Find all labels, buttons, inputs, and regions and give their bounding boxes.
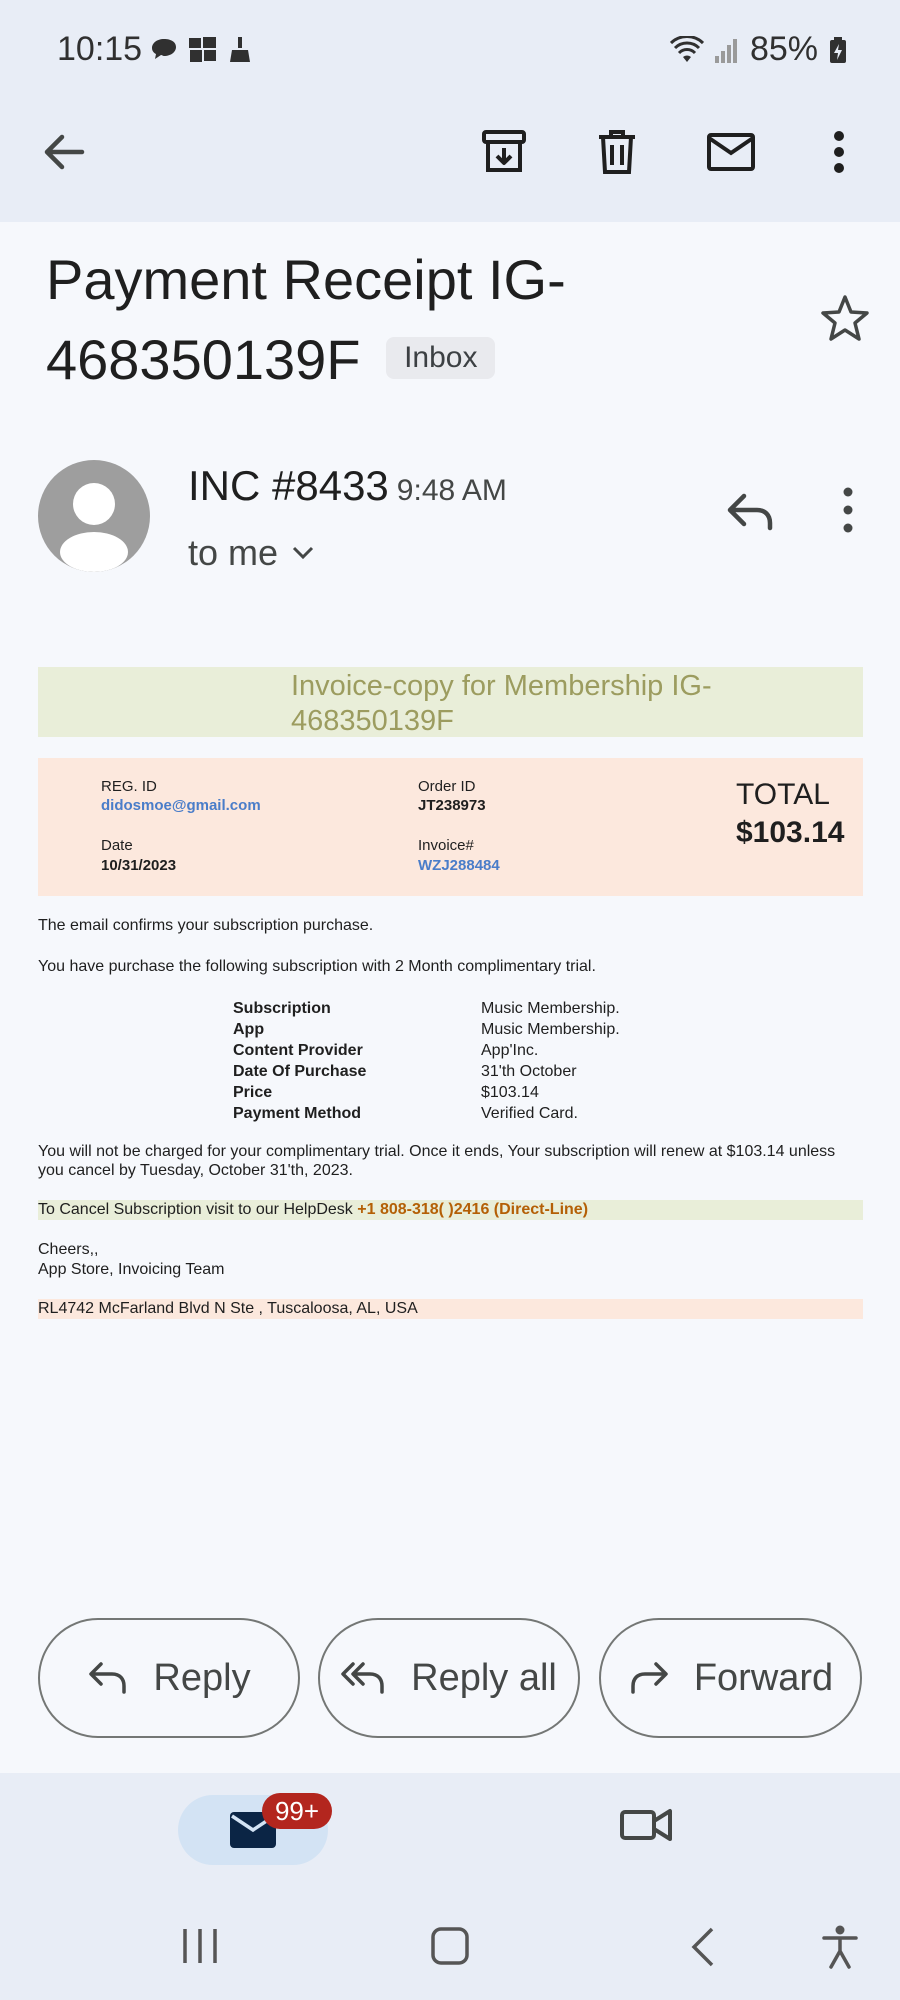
app-notification-icon <box>188 36 218 64</box>
back-button[interactable] <box>34 122 94 182</box>
nav-meet-tab[interactable] <box>620 1803 680 1859</box>
home-icon <box>430 1927 470 1965</box>
more-options-button[interactable] <box>809 122 869 182</box>
inbox-label-chip[interactable]: Inbox <box>386 337 495 379</box>
invoice-link[interactable]: WZJ288484 <box>418 857 500 874</box>
detail-value: Music Membership. <box>481 1021 620 1038</box>
detail-value: Music Membership. <box>481 1000 620 1017</box>
status-bar <box>0 0 900 100</box>
mail-icon <box>706 132 756 172</box>
more-vert-icon <box>833 130 845 174</box>
recipient-text: to me <box>188 532 279 573</box>
order-id-label: Order ID <box>418 778 476 795</box>
email-time: 9:48 AM <box>396 474 507 507</box>
archive-button[interactable] <box>474 122 534 182</box>
unread-count-badge: 99+ <box>262 1793 332 1829</box>
reply-label: Reply <box>153 1656 251 1699</box>
accessibility-button[interactable] <box>822 1925 858 1974</box>
recipient-toggle[interactable] <box>188 532 314 574</box>
chevron-left-icon <box>690 1927 716 1967</box>
bottom-navigation <box>0 1773 900 1891</box>
delete-button[interactable] <box>587 122 647 182</box>
reply-icon <box>722 482 778 538</box>
battery-percent: 85% <box>749 30 818 68</box>
archive-icon <box>481 129 527 175</box>
person-icon <box>38 460 150 572</box>
signoff-greeting: Cheers,, <box>38 1241 99 1258</box>
star-outline-icon <box>820 293 870 343</box>
detail-key: Date Of Purchase <box>233 1063 367 1080</box>
subject-text: Payment Receipt IG-468350139F <box>46 248 566 391</box>
chat-notification-icon <box>150 37 178 63</box>
invoice-banner <box>38 667 863 737</box>
detail-value: App'Inc. <box>481 1042 539 1059</box>
email-toolbar <box>0 100 900 222</box>
body-paragraph-1: The email confirms your subscription purchase. <box>38 917 374 934</box>
detail-value: 31'th October <box>481 1063 577 1080</box>
helpdesk-phone[interactable]: +1 808-318( )2416 (Direct-Line) <box>357 1201 589 1218</box>
date-value: 10/31/2023 <box>101 857 177 874</box>
reg-id-label: REG. ID <box>101 778 157 795</box>
sender-line <box>188 462 507 510</box>
body-paragraph-3: You will not be charged for your complimentary trial. Once it ends, Your subscription will renew at $103.14 unless you cancel by Tuesday, October 31'th, 2023. <box>38 1143 836 1179</box>
forward-icon <box>628 1660 670 1696</box>
forward-button[interactable] <box>599 1618 862 1738</box>
signoff-team: App Store, Invoicing Team <box>38 1261 225 1278</box>
sender-avatar[interactable] <box>38 460 150 572</box>
invoice-info-box <box>38 758 863 896</box>
body-paragraph-2: You have purchase the following subscription with 2 Month complimentary trial. <box>38 958 596 975</box>
wifi-icon <box>670 36 704 64</box>
header-reply-button[interactable] <box>722 482 778 538</box>
total-value: $103.14 <box>736 816 845 849</box>
arrow-back-icon <box>42 132 86 172</box>
status-system-icons <box>670 30 848 69</box>
cancel-notice <box>38 1200 863 1220</box>
sender-name: INC #8433 <box>188 462 389 509</box>
reply-all-button[interactable] <box>318 1618 580 1738</box>
detail-key: Price <box>233 1084 273 1101</box>
battery-charging-icon <box>828 36 848 64</box>
order-id-value: JT238973 <box>418 797 486 814</box>
status-time: 10:15 <box>57 30 143 68</box>
reply-actions <box>0 1618 900 1738</box>
more-vert-icon <box>830 482 866 538</box>
invoice-label: Invoice# <box>418 837 474 854</box>
cancel-text: To Cancel Subscription visit to our HelpDesk <box>38 1201 358 1218</box>
back-nav-button[interactable] <box>690 1927 716 1972</box>
signal-icon <box>714 36 740 64</box>
recent-apps-icon <box>180 1927 220 1965</box>
chevron-down-icon <box>292 546 314 560</box>
reply-button[interactable] <box>38 1618 300 1738</box>
trash-icon <box>597 129 637 175</box>
star-button[interactable] <box>820 293 870 343</box>
status-notification-icons <box>150 36 252 64</box>
email-subject <box>46 240 806 400</box>
signoff <box>38 1240 863 1280</box>
cleaner-notification-icon <box>228 36 252 64</box>
reg-id-link[interactable]: didosmoe@gmail.com <box>101 797 261 814</box>
detail-key: Payment Method <box>233 1105 362 1122</box>
detail-value: Verified Card. <box>481 1105 578 1122</box>
detail-value: $103.14 <box>481 1084 539 1101</box>
detail-key: Subscription <box>233 1000 331 1017</box>
recent-apps-button[interactable] <box>180 1927 220 1970</box>
system-navigation-bar <box>0 1891 900 2000</box>
date-label: Date <box>101 837 133 854</box>
reply-all-icon <box>341 1660 387 1696</box>
mark-unread-button[interactable] <box>701 122 761 182</box>
home-button[interactable] <box>430 1927 470 1970</box>
address-line: RL4742 McFarland Blvd N Ste , Tuscaloosa, AL, USA <box>38 1299 863 1319</box>
forward-label: Forward <box>693 1656 834 1699</box>
banner-text: Invoice-copy for Membership IG-468350139F <box>291 670 712 737</box>
detail-key: App <box>233 1021 265 1038</box>
accessibility-icon <box>822 1925 858 1969</box>
total-label: TOTAL <box>736 778 830 811</box>
header-more-button[interactable] <box>830 482 866 538</box>
reply-icon <box>87 1660 129 1696</box>
detail-key: Content Provider <box>233 1042 363 1059</box>
reply-all-label: Reply all <box>411 1656 557 1699</box>
video-camera-icon <box>620 1803 674 1847</box>
